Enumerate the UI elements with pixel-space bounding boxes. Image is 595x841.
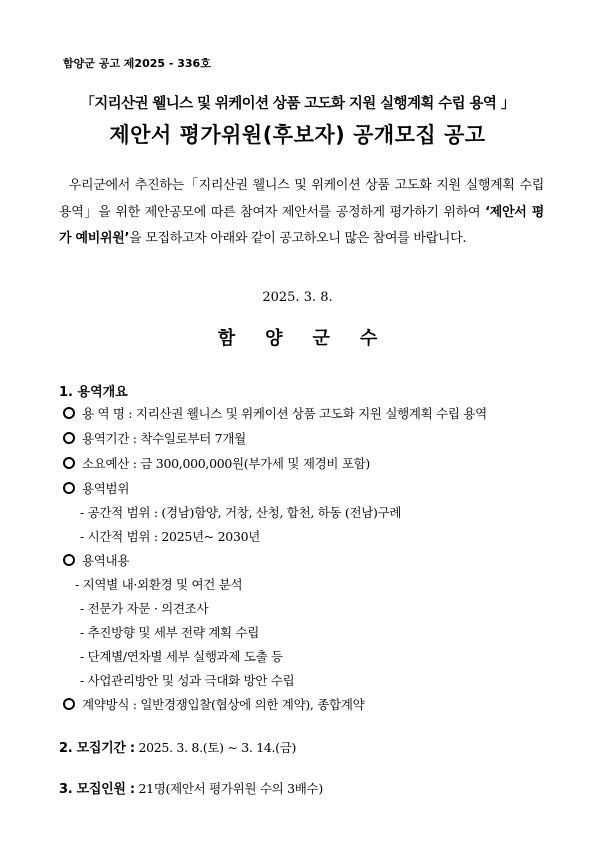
signer-name: 함양군수	[217, 328, 408, 349]
content-list-item: - 사업관리방안 및 성과 극대화 방안 수립	[80, 673, 295, 688]
content-label: 용역내용	[82, 553, 130, 568]
service-name-item	[63, 404, 487, 422]
budget-text: 소요예산 : 금 300,000,000원(부가세 및 제경비 포함)	[82, 456, 370, 471]
scope-label: 용역범위	[82, 481, 130, 496]
circle-bullet-icon	[63, 698, 75, 710]
content-list-item: - 추진방향 및 세부 전략 계획 수립	[80, 625, 260, 640]
content-item	[63, 551, 129, 569]
scope-item	[63, 479, 129, 497]
section3-heading: 3. 모집인원 :	[59, 782, 135, 797]
section2	[59, 737, 296, 756]
content-list-item: - 단계별/연차별 세부 실행과제 도출 등	[80, 649, 283, 664]
notice-number: 함양군 공고 제2025 - 336호	[63, 57, 211, 70]
budget-item	[63, 454, 370, 472]
circle-bullet-icon	[63, 482, 75, 494]
circle-bullet-icon	[63, 554, 75, 566]
section1-heading: 1. 용역개요	[59, 385, 128, 400]
circle-bullet-icon	[63, 457, 75, 469]
document-title-line2: 제안서 평가위원(후보자) 공개모집 공고	[109, 123, 486, 147]
announcement-date: 2025. 3. 8.	[262, 290, 333, 305]
content-list-item: - 지역별 내·외환경 및 여건 분석	[75, 577, 243, 592]
scope-spatial: - 공간적 범위 : (경남)함양, 거창, 산청, 합천, 하동 (전남)구례	[80, 505, 402, 520]
contract-method-text: 계약방식 : 일반경쟁입찰(협상에 의한 계약), 종합계약	[82, 697, 365, 712]
intro-text-part2: 을 모집하고자 아래와 같이 공고하오니 많은 참여를 바랍니다.	[129, 231, 467, 246]
section2-heading: 2. 모집기간 :	[59, 741, 135, 756]
circle-bullet-icon	[63, 407, 75, 419]
section3	[59, 778, 323, 797]
scope-temporal: - 시간적 범위 : 2025년~ 2030년	[80, 529, 261, 544]
intro-highlight: ‘제안서 평가 예비위원’	[59, 204, 544, 246]
recruitment-count: 21명(제안서 평가위원 수의 3배수)	[138, 781, 323, 796]
circle-bullet-icon	[63, 432, 75, 444]
service-period-item	[63, 429, 246, 447]
intro-paragraph	[59, 173, 544, 253]
content-list-item: - 전문가 자문 · 의견조사	[80, 601, 209, 616]
recruitment-period: 2025. 3. 8.(토) ∼ 3. 14.(금)	[138, 740, 297, 755]
service-name-text: 용 역 명 : 지리산권 웰니스 및 위케이션 상품 고도화 지원 실행계획 수립 용역	[82, 406, 487, 421]
service-period-text: 용역기간 : 착수일로부터 7개월	[82, 431, 246, 446]
document-title-line1: 「지리산권 웰니스 및 위케이션 상품 고도화 지원 실행계획 수립 용역 」	[80, 96, 515, 112]
intro-text-part1: 우리군에서 추진하는「지리산권 웰니스 및 위케이션 상품 고도화 지원 실행계획 수립 용역」을 위한 제안공모에 따른 참여자 제안서를 공정하게 평가하기 위하여	[59, 178, 545, 220]
contract-method-item	[63, 695, 364, 713]
